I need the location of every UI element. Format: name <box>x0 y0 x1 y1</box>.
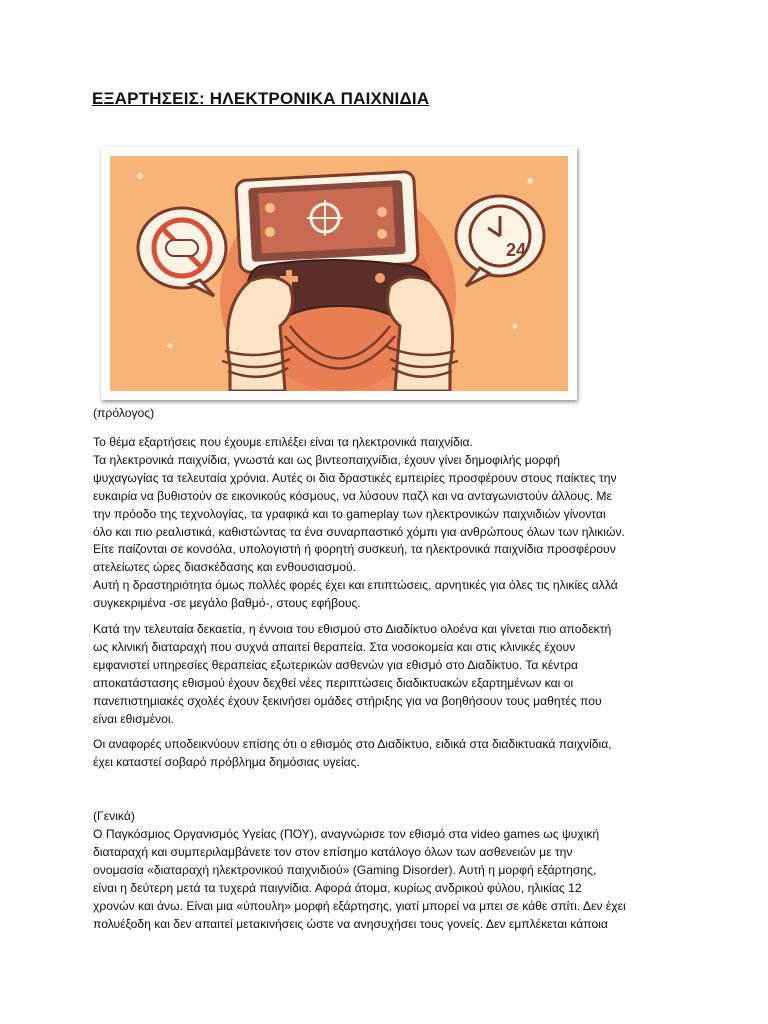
gaming-addiction-illustration <box>101 147 577 400</box>
clock-label: 24 <box>506 240 527 260</box>
illustration-svg <box>110 156 568 391</box>
document-title: ΕΞΑΡΤΗΣΕΙΣ: ΗΛΕΚΤΡΟΝΙΚΑ ΠΑΙΧΝΙΔΙΑ <box>92 89 430 108</box>
smartphone-icon <box>236 171 419 272</box>
paragraph-1: Το θέμα εξαρτήσεις που έχουμε επιλέξει είναι τα ηλεκτρονικά παιχνίδια. Τα ηλεκτρονικά παιχνίδια, γνωστά και ως βιντεοπαιχνίδια, έχουν γίνει δημοφιλής μορφή ψυχαγωγίας τα τελευταία χρόνια. Αυτές οι δια δραστικές εμπειρίες προσφέρουν στους παίκτες την ευκαιρία να βυθιστούν σε εικονικούς κόσμους, να λύσουν παζλ και να ανταγωνιστούν άλλους. Με την πρόοδο της τεχνολογίας, τα γραφικά και το gameplay των ηλεκτρονικών παιχνιδιών γίνονται όλο και πιο ρεαλιστικά, καθιστώντας τα ένα συναρπαστικό χόμπι για ανθρώπους όλων των ηλικιών. Είτε παίζονται σε κονσόλα, υπολογιστή ή φορητή συσκευή, τα ηλεκτρονικά παιχνίδια προσφέρουν ατελείωτες ώρες διασκέδασης και ενθουσιασμού. Αυτή η δραστηριότητα όμως πολλές φορές έχει και επιπτώσεις, αρνητικές για όλες τις ηλικίες αλλά συγκεκριμένα -σε μεγάλο βαθμό-, στους εφήβους. <box>93 435 625 611</box>
paragraph-2: Κατά την τελευταία δεκαετία, η έννοια του εθισμού στο Διαδίκτυο ολοένα και γίνεται πιο αποδεκτή ως κλινική διαταραχή που συχνά απαιτεί θεραπεία. Στα νοσοκομεία και στις κλινικές έχουν εμφανιστεί υπηρεσίες θεραπείας εξωτερικών ασθενών για εθισμό στο Διαδίκτυο. Τα κέντρα αποκατάστασης εθισμού έχουν δεχθεί νέες περιπτώσεις διαδικτυακών εξαρτημένων και οι πανεπιστημιακές σχολές έχουν ξεκινήσει ομάδες στήριξης για να βοηθήσουν τους μαθητές που είναι εθισμένοι. <box>93 622 612 726</box>
paragraph-3: Οι αναφορές υποδεικνύουν επίσης ότι ο εθισμός στο Διαδίκτυο, ειδικά στα διαδικτυακά παιχνίδια, έχει καταστεί σοβαρό πρόβλημα δημόσιας υγείας. <box>93 737 612 769</box>
prologue-heading: (πρόλογος) <box>93 406 155 420</box>
paragraph-4: Ο Παγκόσμιος Οργανισμός Υγείας (ΠΟΥ), αναγνώρισε τον εθισμό στα video games ως ψυχική διαταραχή και συμπεριλαμβάνετε τον στον επίσημο κατάλογο όλων των ασθενειών με την ονομασία «διαταραχή ηλεκτρονικού παιχνιδιού» (Gaming Disorder). Αυτή η μορφή εξάρτησης, είναι η δεύτερη μετά τα τυχερά παιγνίδια. Αφορά άτομα, κυρίως ανδρικού φύλου, ηλικίας 12 χρονών και άνω. Είναι μια «ύπουλη» μορφή εξάρτησης, γιατί μπορεί να μπει σε κάθε σπίτι. Δεν έχει πολυέξοδη και δεν απαιτεί μετακινήσεις ώστε να ανησυχήσει τους γονείς. Δεν εμπλέκεται κάποια <box>93 827 626 931</box>
general-heading: (Γενικά) <box>93 809 135 823</box>
